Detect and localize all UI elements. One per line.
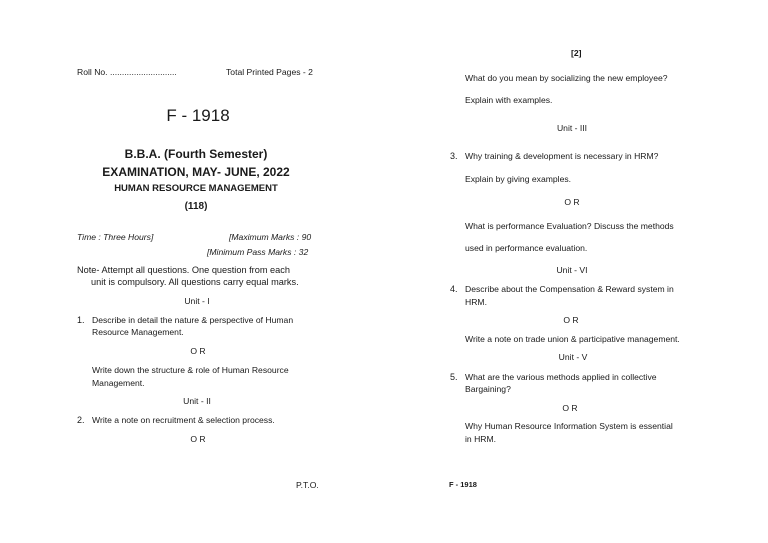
question-4-line-2: HRM. (465, 297, 487, 307)
question-2b-line-1: What do you mean by socializing the new employee? (465, 73, 668, 83)
or-divider-3: O R (564, 197, 580, 207)
question-1b-line-1: Write down the structure & role of Human Resource (92, 365, 289, 375)
or-divider-4: O R (563, 315, 579, 325)
question-2-number: 2. (77, 415, 85, 425)
question-3-number: 3. (450, 151, 458, 161)
question-3-line-2: Explain by giving examples. (465, 174, 572, 184)
question-2-text: Write a note on recruitment & selection process. (92, 415, 275, 425)
unit-2-heading: Unit - II (183, 396, 211, 406)
question-1b-line-2: Management. (92, 378, 145, 388)
question-4-line-1: Describe about the Compensation & Reward system in (465, 284, 674, 294)
subject-title: HUMAN RESOURCE MANAGEMENT (114, 183, 278, 194)
unit-5-heading: Unit - V (558, 352, 588, 362)
question-3b-line-1: What is performance Evaluation? Discuss the methods (465, 221, 674, 231)
paper-number: (118) (184, 201, 208, 212)
or-divider-5: O R (562, 403, 578, 413)
question-5-line-1: What are the various methods applied in collective (465, 372, 657, 382)
paper-code: F - 1918 (166, 106, 230, 125)
exam-title: EXAMINATION, MAY- JUNE, 2022 (102, 165, 290, 179)
note-line-2: unit is compulsory. All questions carry equal marks. (91, 277, 299, 287)
time-allowed: Time : Three Hours] (77, 232, 154, 242)
pto-label: P.T.O. (296, 480, 319, 490)
unit-4-heading: Unit - VI (556, 265, 588, 275)
question-5-number: 5. (450, 372, 458, 382)
question-5b-line-1: Why Human Resource Information System is essential (465, 421, 673, 431)
page-number: [2] (571, 48, 582, 58)
unit-1-heading: Unit - I (184, 296, 210, 306)
question-3b-line-2: used in performance evaluation. (465, 243, 588, 253)
footer-paper-code: F - 1918 (449, 480, 477, 489)
note-line-1: Note- Attempt all questions. One question from each (77, 265, 290, 275)
question-4b-text: Write a note on trade union & participative management. (465, 334, 680, 344)
total-printed-pages: Total Printed Pages - 2 (226, 67, 313, 77)
maximum-marks: [Maximum Marks : 90 (229, 232, 312, 242)
question-1-line-2: Resource Management. (92, 327, 184, 337)
question-1-number: 1. (77, 315, 85, 325)
unit-3-heading: Unit - III (556, 123, 588, 133)
course-title: B.B.A. (Fourth Semester) (124, 147, 268, 161)
question-5b-line-2: in HRM. (465, 434, 497, 444)
or-divider-1: O R (190, 346, 206, 356)
question-4-number: 4. (450, 284, 458, 294)
roll-no: Roll No. ............................ (77, 67, 177, 77)
question-3-line-1: Why training & development is necessary in HRM? (465, 151, 659, 161)
question-1-line-1: Describe in detail the nature & perspective of Human (92, 315, 294, 325)
or-divider-2: O R (190, 434, 206, 444)
question-5-line-2: Bargaining? (465, 384, 511, 394)
minimum-pass-marks: [Minimum Pass Marks : 32 (207, 247, 309, 257)
question-2b-line-2: Explain with examples. (465, 95, 553, 105)
